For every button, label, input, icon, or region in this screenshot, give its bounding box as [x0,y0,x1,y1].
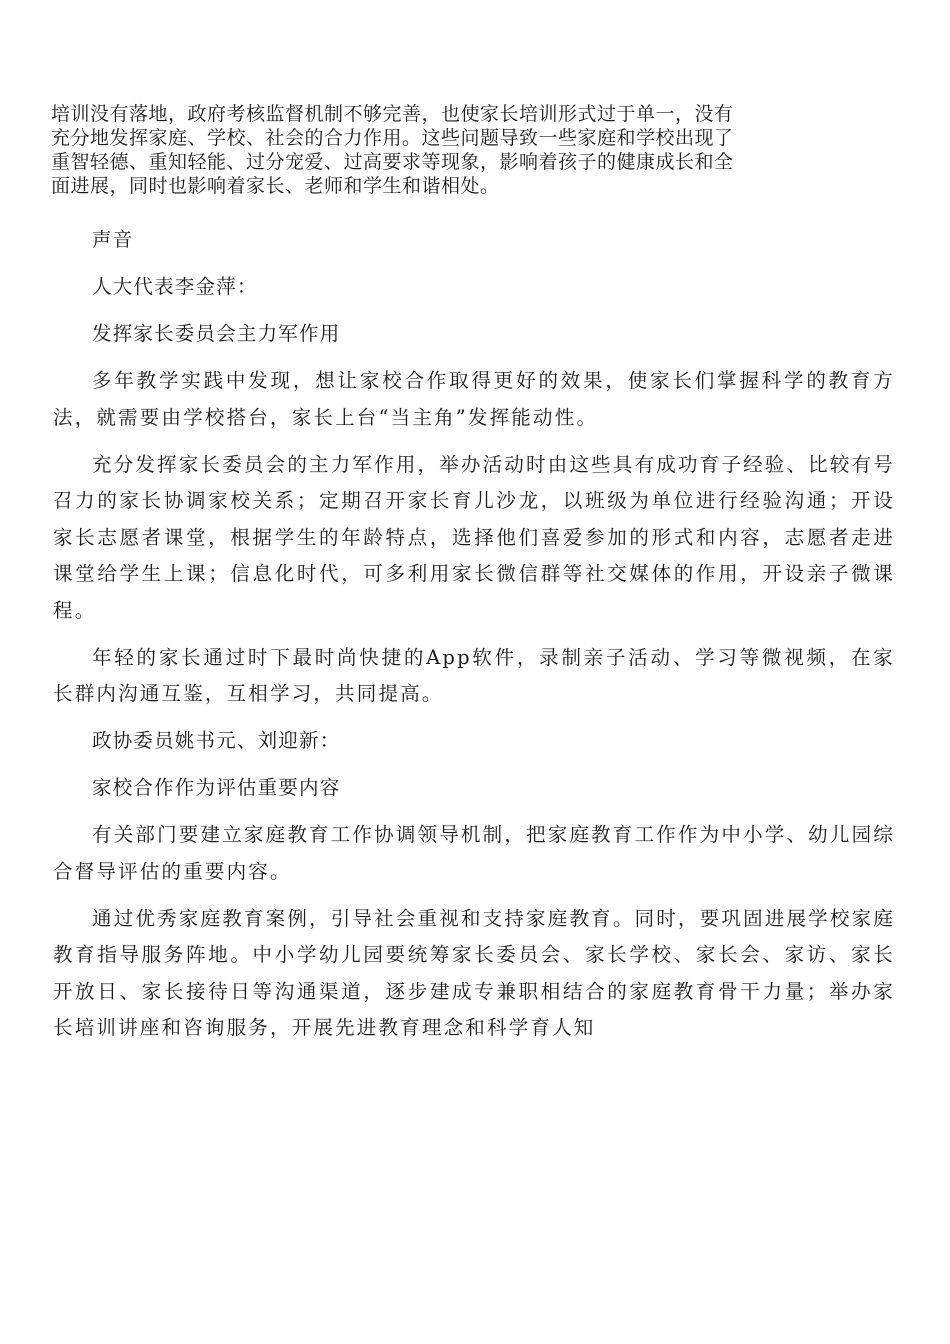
paragraph: 年轻的家长通过时下最时尚快捷的App软件，录制亲子活动、学习等微视频，在家长群内沟通互鉴，互相学习，共同提高。 [53,645,895,705]
intro-paragraph [51,102,871,198]
subheading: 家校合作作为评估重要内容 [92,776,341,799]
intro-line: 充分地发挥家庭、学校、社会的合力作用。这些问题导致一些家庭和学校出现了 [51,127,734,149]
paragraph: 充分发挥家长委员会的主力军作用，举办活动时由这些具有成功育子经验、比较有号召力的家长协调家校关系；定期召开家长育儿沙龙，以班级为单位进行经验沟通；开设家长志愿者课堂，根据学生的年龄特点，选择他们喜爱参加的形式和内容，志愿者走进课堂给学生上课；信息化时代，可多利用家长微信群等社交媒体的作用，开设亲子微课程。 [53,452,895,622]
intro-line: 重智轻德、重知轻能、过分宠爱、过高要求等现象，影响着孩子的健康成长和全 [51,151,734,173]
section-heading-voices: 声音 [92,228,134,251]
subheading: 发挥家长委员会主力军作用 [92,322,341,345]
intro-line: 面进展，同时也影响着家长、老师和学生和谐相处。 [51,175,500,197]
intro-line: 培训没有落地，政府考核监督机制不够完善，也使家长培训形式过于单一，没有 [51,103,734,125]
paragraph: 通过优秀家庭教育案例，引导社会重视和支持家庭教育。同时，要巩固进展学校家庭教育指导服务阵地。中小学幼儿园要统筹家长委员会、家长学校、家长会、家访、家长开放日、家长接待日等沟通渠道，逐步建成专兼职相结合的家庭教育骨干力量；举办家长培训讲座和咨询服务，开展先进教育理念和科学育人知 [53,906,895,1039]
article-body [53,222,895,1057]
paragraph: 多年教学实践中发现，想让家校合作取得更好的效果，使家长们掌握科学的教育方法，就需要由学校搭台，家长上台“当主角”发挥能动性。 [53,369,895,429]
speaker-label: 人大代表李金萍： [92,275,258,298]
speaker-label: 政协委员姚书元、刘迎新： [92,729,341,752]
paragraph: 有关部门要建立家庭教育工作协调领导机制，把家庭教育工作作为中小学、幼儿园综合督导评估的重要内容。 [53,823,895,883]
